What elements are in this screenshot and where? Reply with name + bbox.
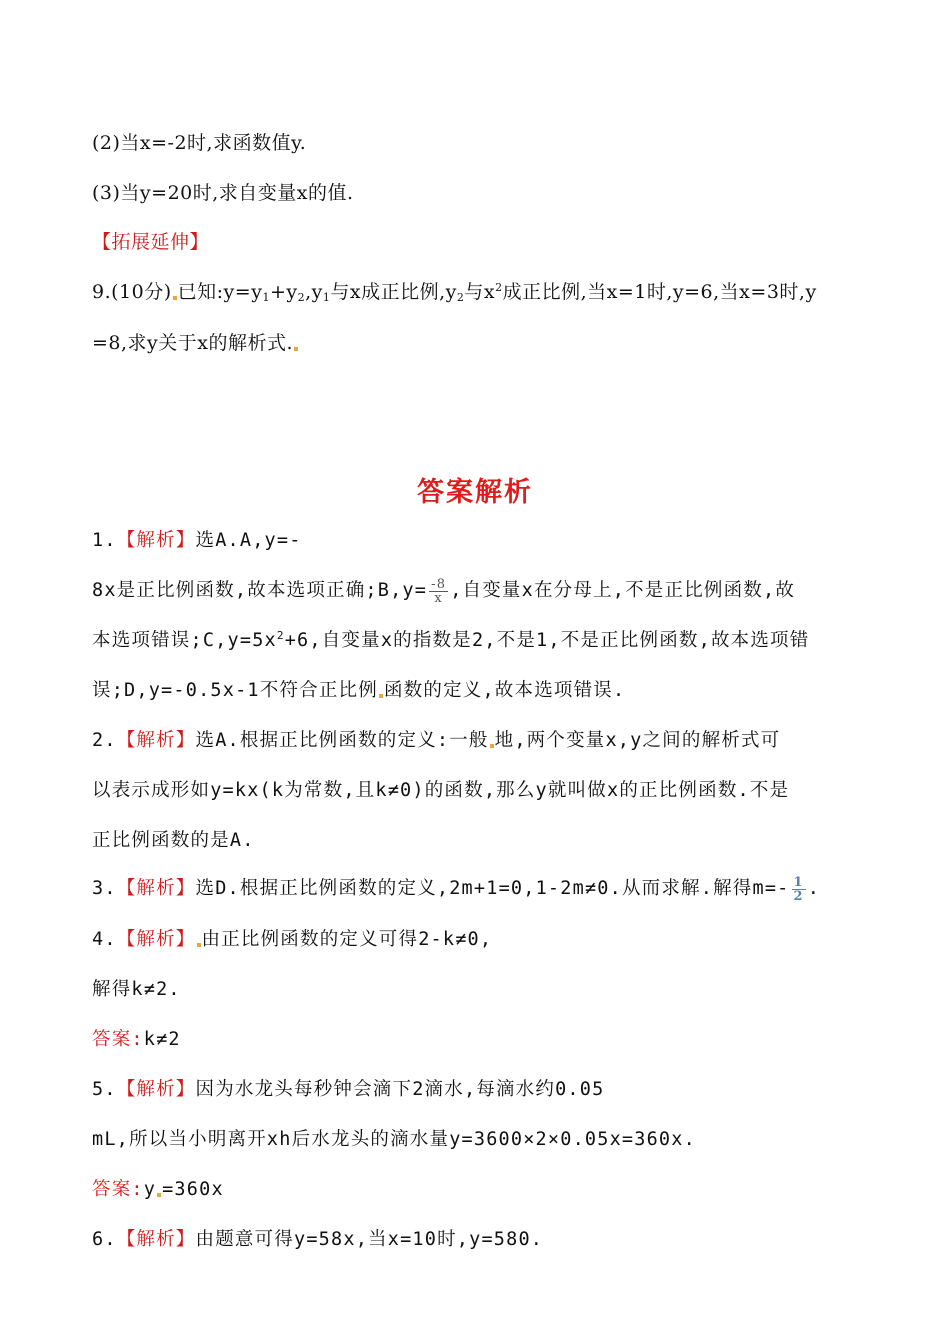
analysis-label: 【解析】: [116, 730, 196, 751]
answer-title: 答案解析: [417, 477, 533, 508]
q9-text: +y: [269, 281, 298, 303]
a4-answer: [92, 1025, 181, 1051]
a5-line1: [92, 1075, 604, 1101]
analysis-label: 【解析】: [116, 1229, 196, 1250]
q9-number: 9.(10分): [92, 281, 172, 303]
a2-line3: 正比例函数的是A.: [92, 830, 255, 851]
answer-text: .: [807, 878, 821, 899]
q8-part3: (3)当y=20时,求自变量x的值.: [92, 182, 354, 204]
fraction: [429, 578, 448, 605]
answer-label: 答案:: [92, 1029, 144, 1050]
answer-text: 误;D,y=-0.5x-1不符合正比例: [92, 680, 378, 701]
fraction-numerator: 1: [793, 874, 804, 890]
subscript: 1: [262, 291, 270, 304]
answer-text: 函数的定义,故本选项错误.: [383, 680, 626, 701]
section-extend-heading: 【拓展延伸】: [92, 231, 210, 253]
marker-dot: [379, 694, 383, 698]
a2-line1: [92, 726, 780, 752]
answer-number: 4.: [92, 929, 117, 950]
answer-text: 选A.根据正比例函数的定义:一般: [195, 730, 489, 751]
answer-text: +6,自变量x的指数是2,不是1,不是正比例函数,故本选项错: [284, 630, 810, 651]
marker-dot: [490, 744, 494, 748]
answer-text: 由正比例函数的定义可得2-k≠0,: [201, 929, 493, 950]
answer-text: ,自变量x在分母上,不是正比例函数,故: [450, 580, 796, 601]
answer-text: 因为水龙头每秒钟会滴下2滴水,每滴水约0.05: [195, 1079, 605, 1100]
q9-text: =8,求y关于x的解析式.: [92, 332, 294, 354]
answer-text: 本选项错误;C,y=5x: [92, 630, 277, 651]
q8-part2: (2)当x=-2时,求函数值y.: [92, 132, 307, 154]
a4-line2: 解得k≠2.: [92, 979, 181, 1000]
a1-line1: [92, 526, 302, 552]
answer-number: 1.: [92, 530, 117, 551]
fraction-denominator: 2: [793, 888, 804, 904]
marker-dot: [157, 1193, 161, 1197]
a1-line2: [92, 576, 795, 605]
subscript: 1: [322, 291, 331, 304]
answer-text: 选D.根据正比例函数的定义,2m+1=0,1-2m≠0.从而求解.解得m=-: [195, 878, 790, 899]
answer-value: k≠2: [143, 1029, 181, 1050]
q9-text: 与x成正比例,y: [330, 281, 457, 303]
answer-text: 地,两个变量x,y之间的解析式可: [494, 730, 781, 751]
analysis-label: 【解析】: [116, 1079, 196, 1100]
answer-value: y: [143, 1179, 157, 1200]
analysis-label: 【解析】: [116, 929, 196, 950]
a1-line4: [92, 676, 625, 702]
q9-text: 与x: [464, 281, 496, 303]
answer-number: 5.: [92, 1079, 117, 1100]
marker-dot: [294, 347, 298, 351]
q9-text: ,y: [305, 281, 323, 303]
analysis-label: 【解析】: [116, 878, 196, 899]
q9-text: 已知:y=y: [177, 281, 263, 303]
subscript: 2: [297, 291, 306, 304]
answer-value: =360x: [162, 1179, 224, 1200]
marker-dot: [173, 296, 177, 300]
a4-line1: [92, 925, 492, 951]
subscript: 2: [456, 291, 465, 304]
answer-number: 3.: [92, 878, 117, 899]
answer-text: 8x是正比例函数,故本选项正确;B,y=: [92, 580, 428, 601]
a2-line2: 以表示成形如y=kx(k为常数,且k≠0)的函数,那么y就叫做x的正比例函数.不是: [92, 780, 790, 801]
answer-text: 由题意可得y=58x,当x=10时,y=580.: [195, 1229, 544, 1250]
answer-label: 答案:: [92, 1179, 144, 1200]
fraction: [792, 876, 806, 903]
superscript: 2: [276, 629, 285, 642]
fraction-numerator: -8: [431, 576, 447, 592]
analysis-label: 【解析】: [116, 530, 196, 551]
q9-text: 成正比例,当x=1时,y=6,当x=3时,y: [502, 281, 817, 303]
a1-line3: [92, 626, 809, 652]
superscript: 2: [495, 281, 503, 294]
a5-answer: [92, 1175, 224, 1201]
marker-dot: [197, 943, 201, 947]
answer-number: 2.: [92, 730, 117, 751]
a3-line1: [92, 874, 820, 903]
fraction-denominator: x: [434, 590, 443, 606]
q9-line1: [92, 277, 817, 304]
answer-number: 6.: [92, 1229, 117, 1250]
a5-line2: mL,所以当小明离开xh后水龙头的滴水量y=3600×2×0.05x=360x.: [92, 1129, 696, 1150]
answer-text: 选A.A,y=-: [195, 530, 302, 551]
a6-line1: [92, 1225, 543, 1251]
q9-line2: [92, 328, 299, 355]
